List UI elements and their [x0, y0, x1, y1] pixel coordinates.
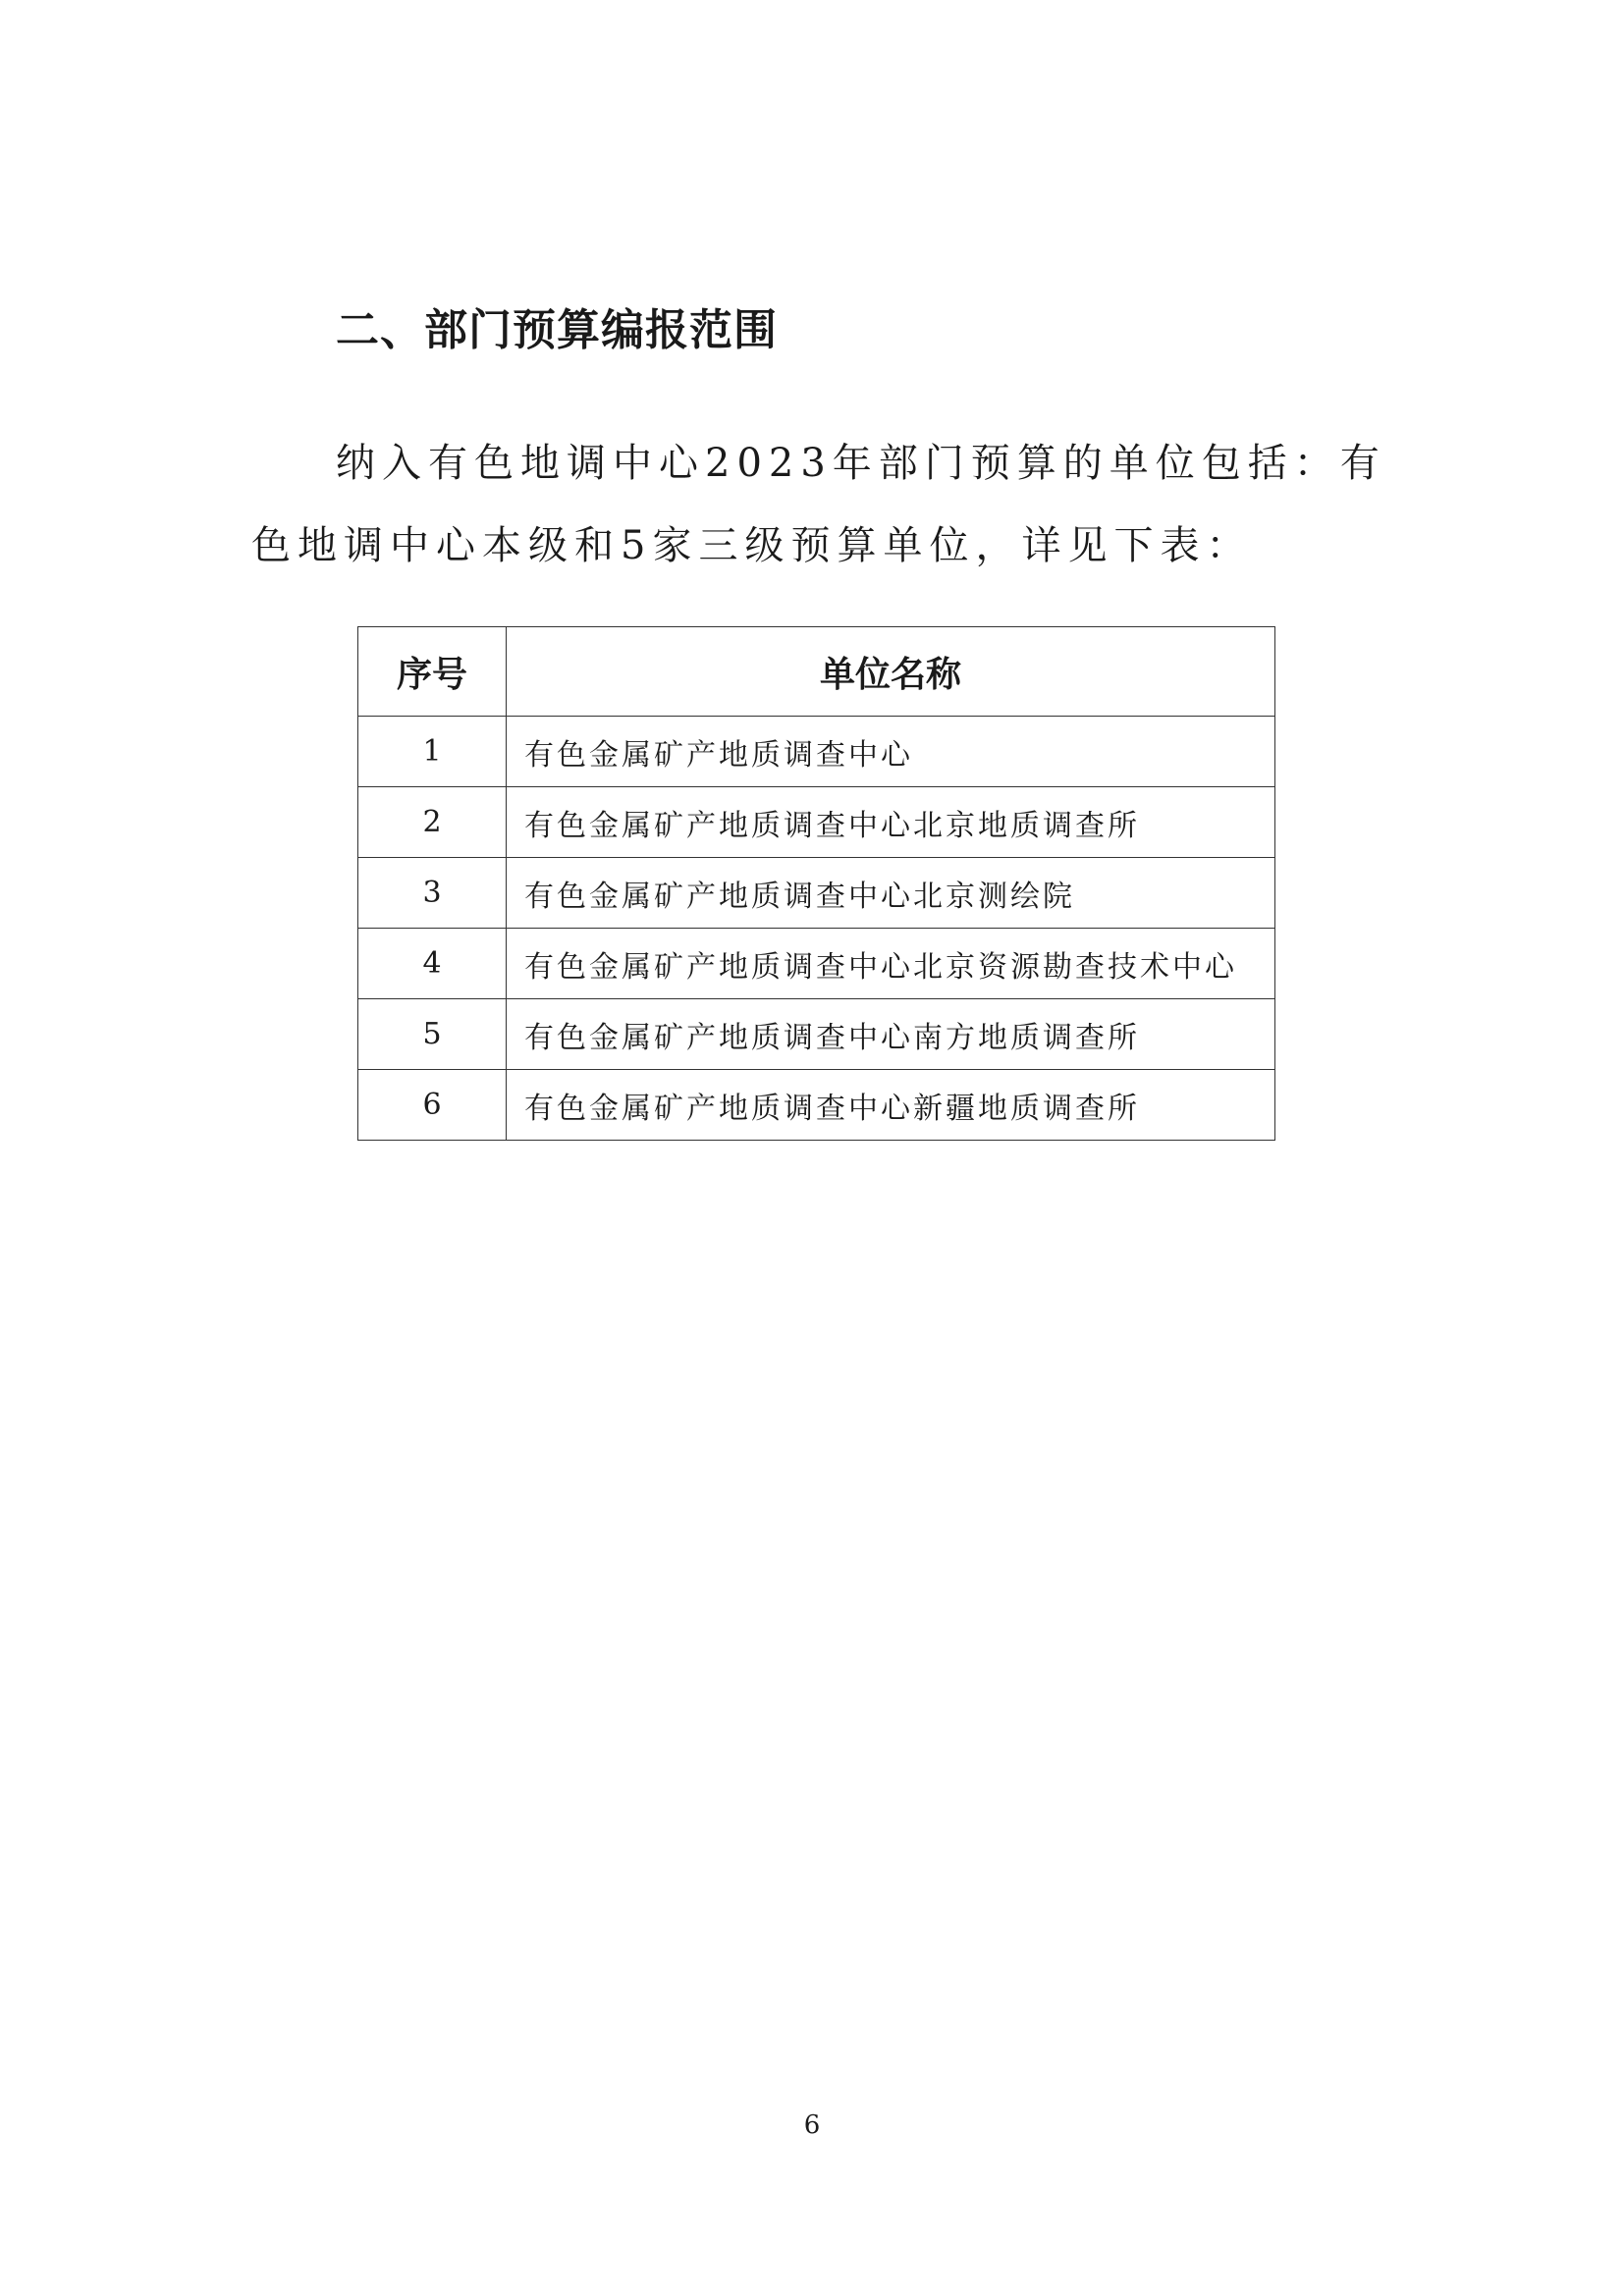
body-paragraph: 纳入有色地调中心2023年部门预算的单位包括：有色地调中心本级和5家三级预算单位，详见下表： [251, 441, 1386, 568]
table-row [358, 1070, 1275, 1141]
row-unit-name: 有色金属矿产地质调查中心北京地质调查所 [507, 787, 1275, 858]
row-index: 4 [358, 929, 507, 999]
table-row [358, 858, 1275, 929]
row-index: 2 [358, 787, 507, 858]
row-index: 3 [358, 858, 507, 929]
row-index: 1 [358, 717, 507, 787]
table-row [358, 929, 1275, 999]
table-row [358, 999, 1275, 1070]
header-index: 序号 [358, 627, 507, 717]
section-heading: 二、部门预算编报范围 [336, 305, 778, 355]
row-unit-name: 有色金属矿产地质调查中心南方地质调查所 [507, 999, 1275, 1070]
header-unit-name: 单位名称 [507, 627, 1275, 717]
row-unit-name: 有色金属矿产地质调查中心新疆地质调查所 [507, 1070, 1275, 1141]
budget-units-table [357, 626, 1275, 1141]
page-number: 6 [803, 2110, 821, 2140]
table-header-row [358, 627, 1275, 717]
row-unit-name: 有色金属矿产地质调查中心 [507, 717, 1275, 787]
table-row [358, 717, 1275, 787]
row-unit-name: 有色金属矿产地质调查中心北京测绘院 [507, 858, 1275, 929]
row-unit-name: 有色金属矿产地质调查中心北京资源勘查技术中心 [507, 929, 1275, 999]
row-index: 5 [358, 999, 507, 1070]
row-index: 6 [358, 1070, 507, 1141]
table-row [358, 787, 1275, 858]
